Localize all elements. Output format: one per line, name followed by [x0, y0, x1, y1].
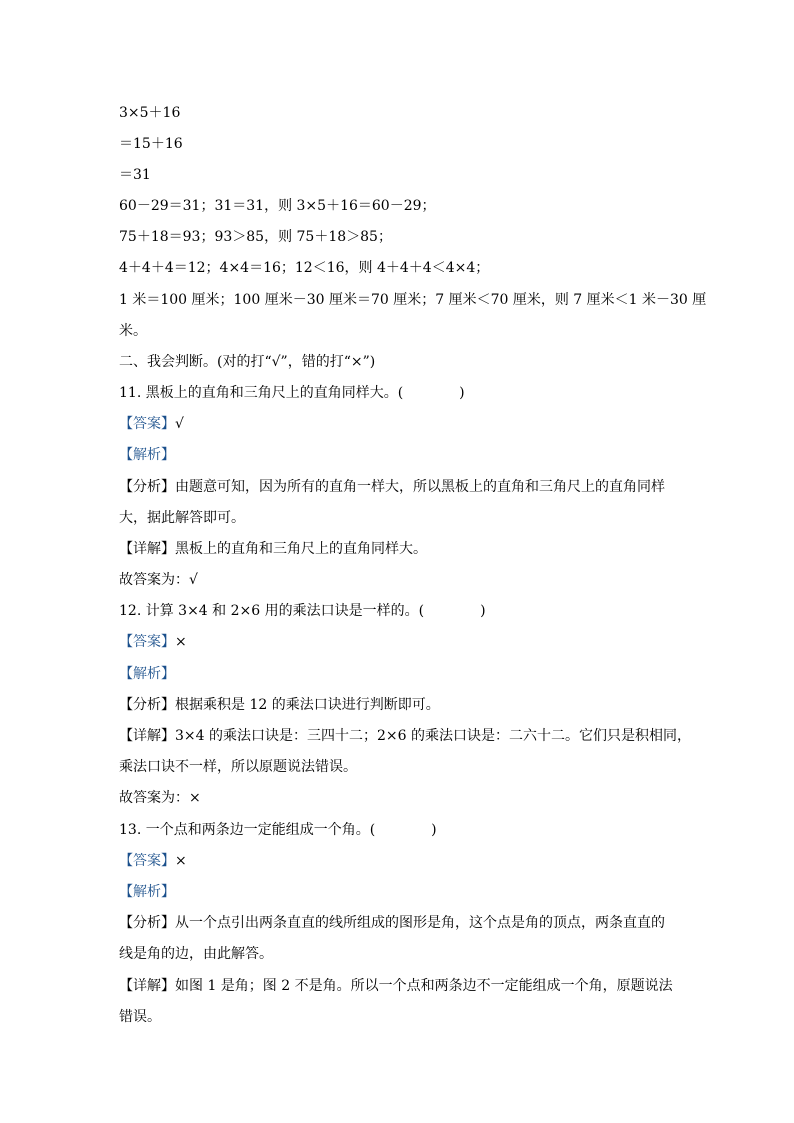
analysis-label: 【解析】 [119, 447, 175, 463]
question-text: 黑板上的直角和三角尺上的直角同样大。( ) [145, 385, 465, 401]
question-11 [119, 384, 679, 402]
fenxi-text: 由题意可知，因为所有的直角一样大，所以黑板上的直角和三角尺上的直角同样 [175, 479, 665, 495]
answer-tag: 【答案】 [119, 634, 175, 650]
question-number: 13. [119, 822, 142, 838]
fenxi-line [119, 696, 679, 714]
calc-line-2: ＝15＋16 [119, 136, 183, 152]
fenxi-text: 从一个点引出两条直直的线所组成的图形是角，这个点是角的顶点，两条直直的 [175, 915, 665, 931]
xiangjie-line [119, 727, 691, 745]
answer-line [119, 415, 679, 433]
compare-line-4: 1 米＝100 厘米；100 厘米－30 厘米＝70 厘米；7 厘米＜70 厘米，则 7 厘米＜1 米－30 厘 [119, 292, 707, 308]
fenxi-line-cont: 线是角的边，由此解答。 [119, 946, 273, 962]
compare-line-3: 4＋4＋4＝12；4×4＝16；12＜16，则 4＋4＋4＜4×4； [119, 260, 490, 276]
analysis-label: 【解析】 [119, 884, 175, 900]
fenxi-tag: 【分析】 [119, 697, 175, 713]
question-number: 11. [119, 385, 142, 401]
analysis-label: 【解析】 [119, 666, 175, 682]
xiangjie-line-cont: 乘法口诀不一样，所以原题说法错误。 [119, 759, 357, 775]
conclusion-line: 故答案为：× [119, 790, 201, 806]
fenxi-line-cont: 大，据此解答即可。 [119, 510, 245, 526]
calc-line-3: ＝31 [119, 167, 151, 183]
xiangjie-line [119, 977, 679, 995]
xiangjie-line-cont: 错误。 [119, 1009, 161, 1025]
question-text: 一个点和两条边一定能组成一个角。( ) [145, 822, 437, 838]
answer-value: × [175, 853, 187, 869]
answer-value: × [175, 634, 187, 650]
question-13 [119, 821, 679, 839]
compare-line-1: 60－29＝31；31＝31，则 3×5＋16＝60－29； [119, 198, 436, 214]
analysis-tag [119, 665, 679, 683]
question-text: 计算 3×4 和 2×6 用的乘法口诀是一样的。( ) [145, 603, 486, 619]
answer-line [119, 852, 679, 870]
xiangjie-text: 3×4 的乘法口诀是：三四十二；2×6 的乘法口诀是：二六十二。它们只是积相同， [175, 728, 691, 744]
question-12 [119, 602, 679, 620]
question-number: 12. [119, 603, 142, 619]
section-heading: 二、我会判断。(对的打“√”，错的打“×”) [119, 354, 376, 370]
calc-line-1: 3×5＋16 [119, 105, 181, 121]
xiangjie-tag: 【详解】 [119, 728, 175, 744]
fenxi-line [119, 914, 679, 932]
answer-tag: 【答案】 [119, 416, 175, 432]
conclusion-line: 故答案为：√ [119, 572, 198, 588]
answer-line [119, 633, 679, 651]
compare-line-2: 75＋18＝93；93＞85，则 75＋18＞85； [119, 229, 392, 245]
fenxi-line [119, 478, 679, 496]
analysis-tag [119, 883, 679, 901]
analysis-tag [119, 446, 679, 464]
compare-line-4-cont: 米。 [119, 323, 147, 339]
fenxi-text: 根据乘积是 12 的乘法口诀进行判断即可。 [175, 697, 440, 713]
xiangjie-line [119, 540, 679, 558]
answer-tag: 【答案】 [119, 853, 175, 869]
xiangjie-text: 如图 1 是角；图 2 不是角。所以一个点和两条边不一定能组成一个角，原题说法 [175, 978, 673, 994]
xiangjie-text: 黑板上的直角和三角尺上的直角同样大。 [175, 541, 427, 557]
fenxi-tag: 【分析】 [119, 479, 175, 495]
xiangjie-tag: 【详解】 [119, 541, 175, 557]
xiangjie-tag: 【详解】 [119, 978, 175, 994]
fenxi-tag: 【分析】 [119, 915, 175, 931]
answer-value: √ [175, 416, 184, 432]
